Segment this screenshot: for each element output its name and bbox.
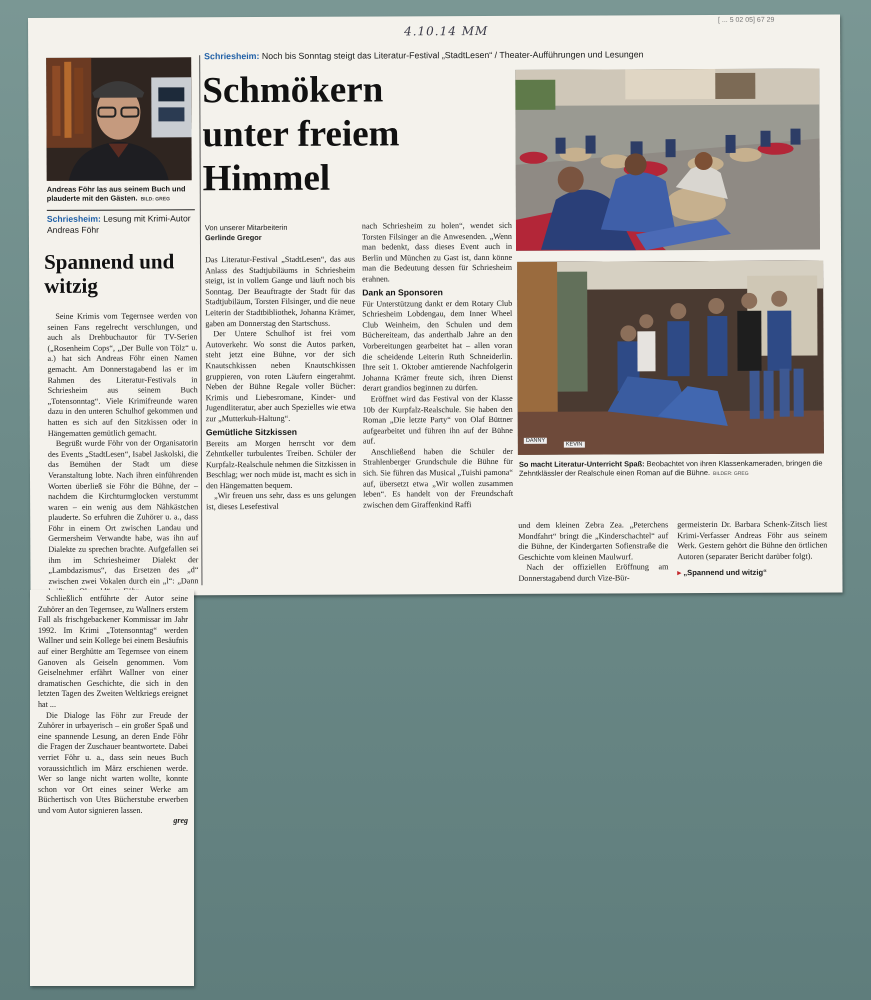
sidebar-paragraph: Die Dialoge las Föhr zur Freude der Zuhörer in urbayerisch – ein großer Spaß und eine spannende Lesung, an deren Ende Föhr die Fragen der Zuschauer beantwortete. Dabei verriet Föhr u. a., dass sein neues Buch voraussichtlich im März erschienen werde. Wer so lange nicht warten wollte, konnte schon vor Ort eines seiner Werke am Büchertisch von Utes Bücherstube erwerben und vom Autor signieren lassen.: [38, 710, 188, 815]
stage-photo-credit: BILDER: GREG: [713, 471, 749, 478]
stage-photo-caption: [519, 459, 825, 481]
main-column-3: [362, 221, 513, 511]
sidebar-kicker-place: Schriesheim:: [46, 213, 101, 224]
sidebar-body-bottom: [38, 594, 188, 827]
stage-photo: [517, 261, 824, 455]
audience-image: [515, 69, 820, 251]
sidebar-headline: Spannend und witzig: [44, 249, 175, 298]
main-paragraph: Anschließend haben die Schüler der Strahlenberger Grundschule die Bühne für sich. Sie führen das Musical „Tuishi pamona“ auf, übersetzt etwa „Wir wollen zusammen leben“. Es handelt von der Freundschaft zwischen dem Giraffenkind Raffi: [362, 446, 514, 510]
main-paragraph: Das Literatur-Festival „StadtLesen“, das aus Anlass des Stadtjubiläums in Schriesheim steigt, ist in vollem Gange und läuft noch bis Sonntag. Der Beauftragte der Stadt für das Stadtjubiläum, Torsten Filsinger, und die neue Leiterin der Stadtbibliothek, Johanna Krämer, gaben am Donnerstag den Startschuss.: [205, 254, 356, 328]
main-column-5: [677, 520, 827, 580]
byline-name: Gerlinde Gregor: [204, 232, 262, 242]
sidebar-body-top: [47, 311, 198, 598]
portrait-caption-text: Andreas Föhr las aus seinem Buch und plauderte mit den Gästen.: [46, 184, 186, 204]
handwritten-date-note: 4.10.14 MM: [404, 23, 489, 39]
sidebar-signature: greg: [173, 816, 188, 826]
main-paragraph: und dem kleinen Zebra Zea. „Peterchens Mondfahrt“ bringt die „Kinderschachtel“ auf die Bühne, der Kindergarten Sofienstraße die Geschichte vom kleinen Maulwurf.: [518, 520, 669, 562]
stage-image: [517, 261, 824, 455]
sidebar-paragraph: Schließlich entführte der Autor seine Zuhörer an den Tegernsee, zu Wallners erstem Fall als frischgebackener Kommissar im Jahr 1992. Im Krimi „Totensonntag“ werden Wallner und sein Kollege bei einem Besäufnis auf einer Berghütte am Tegernsee von einem Ganoven als Geiseln genommen. Vom Geiselnehmer erfährt Wallner von einer dramatischen Geschichte, die sich in den letzten Tagen des Zweiten Weltkriegs ereignet hat ...: [38, 594, 188, 709]
main-paragraph: Bereits am Morgen herrscht vor dem Zehntkeller turbulentes Treiben. Schüler der Kurpfalz-Realschule nehmen die Sitzkissen in Beschlag; wer noch müde ist, macht es sich in den Hängematten bequem.: [205, 438, 357, 491]
headline-line: unter freiem: [202, 113, 400, 156]
author-portrait-image: [46, 57, 192, 181]
main-paragraph: „Wir freuen uns sehr, dass es uns gelungen ist, dieses Lesefestival: [206, 491, 357, 512]
newspaper-clipping-top: [28, 14, 843, 596]
stage-caption-text: Beobachtet von ihren Klassenkameraden, bringen die Zehntklässler der Realschule einen Roman auf die Bühne.: [518, 458, 823, 479]
sidebar-paragraph: Seine Krimis vom Tegernsee werden von seinen Fans regelrecht verschlungen, und auch als Drehbuchautor für TV-Serien („Rosenheim Cops“, „Der Bulle von Tölz“ u. a.) hat sich Andreas Föhr einen Namen gemacht. Am Donnerstagabend las er im Rahmen des Literatur-Festivals in Schriesheim aus seinem Buch „Totensonntag“. Viele Krimifreunde waren dazu in den unteren Schulhof gekommen und hatten es sich auf den Sitzkissen oder in Hängematten gemütlich gemacht.: [47, 311, 198, 438]
clipped-header-text: [ ... 5 02 05] 67 29: [718, 16, 775, 24]
main-headline: [202, 68, 503, 201]
headline-line: Schmökern: [202, 69, 384, 112]
byline: [205, 223, 355, 243]
cross-reference-text: „Spannend und witzig“: [683, 568, 767, 578]
stage-sign-2: KEVIN: [565, 441, 583, 448]
main-paragraph: Eröffnet wird das Festival von der Klasse 10b der Kurpfalz-Realschule. Sie haben den Roman „Die letzte Party“ von Olaf Büttner aufgearbeitet und führen ihn auf der Bühne auf.: [362, 393, 513, 446]
main-paragraph: Der Untere Schulhof ist frei vom Autoverkehr. Wo sonst die Autos parken, steht jetzt eine Bühne, vor der sich Knautschkissen neben Knautschkissen gruppieren, von roten Läufern eingerahmt. Neben der Bühne Regale voller Bücher: Krimis und Liebesromane, Kinder- und Jugendliteratur, aber auch Spezielles wie etwa zur „Mutterkuh-Haltung“.: [205, 328, 356, 424]
main-paragraph: Nach der offiziellen Eröffnung am Donnerstagabend durch Vize-Bür-: [518, 562, 669, 583]
subhead-cushions: Gemütliche Sitzkissen: [205, 426, 298, 437]
sidebar-kicker: [47, 213, 197, 236]
main-paragraph: Für Unterstützung dankt er dem Rotary Club Schriesheim Lobdengau, dem Inner Wheel Club Weinheim, den Schulen und dem Büchereiteam, das anderthalb Jahre an den Vorbereitungen gearbeitet hat – allen voran die scheidende Leiterin Ruth Schneiderlin. Ihre seit 1. Oktober amtierende Nachfolgerin Johanna Krämer freute sich, ihren Dienst derart grandios beginnen zu dürfen.: [362, 298, 513, 393]
arrow-icon: ▸: [677, 568, 682, 578]
stage-caption-lead: So macht Literatur-Unterricht Spaß:: [518, 459, 645, 469]
author-portrait-photo: [46, 57, 192, 181]
headline-line: Himmel: [202, 157, 331, 200]
main-paragraph: nach Schriesheim zu holen“, wendet sich Torsten Filsinger an die Anwesenden. „Wenn man bedenkt, dass dieses Event auch in Berlin und München zu Gast ist, dann könne man die Bedeutung dessen für Schriesheim erahnen.: [361, 220, 513, 284]
main-column-4: [518, 520, 668, 584]
main-paragraph: germeisterin Dr. Barbara Schenk-Zitsch liest Krimi-Verfasser Andreas Föhr aus seinem Werk. Gestern gehört die Bühne den örtlichen Autoren (separater Bericht darüber folgt).: [677, 519, 828, 561]
audience-photo: [515, 69, 820, 251]
divider: [47, 209, 195, 211]
newspaper-clipping-continuation: [30, 590, 194, 986]
stage-sign-1: DANNY: [525, 437, 546, 444]
main-kicker-text: Noch bis Sonntag steigt das Literatur-Festival „StadtLesen“ / Theater-Aufführungen und Lesungen: [261, 49, 644, 61]
byline-intro: Von unserer Mitarbeiterin: [204, 222, 288, 233]
portrait-caption: [47, 184, 197, 205]
main-column-2: [205, 255, 356, 513]
main-kicker: [204, 49, 814, 63]
sidebar-kicker-text: Lesung mit Krimi-Autor Andreas Föhr: [46, 213, 191, 235]
subhead-sponsors: Dank an Sponsoren: [362, 286, 443, 298]
main-kicker-place: Schriesheim:: [204, 50, 260, 62]
sidebar-paragraph: Begrüßt wurde Föhr von der Organisatorin des Events „StadtLesen“, Isabel Jaskolski, die das Bemühen der Stadt um diese Veranstaltung lobte. Nach ihren einführenden Worten überließ sie Föhr die Bühne, der – nachdem die Kirchturmglocken verstummt waren – ein wenig aus dem Nähkästchen plauderte. So erfuhren die Zuhörer u. a., dass Föhr in einem Ort zwischen Landau und Germersheim Verwandte habe, was ihn auf Dialekte zu sprechen brachte. Aufgefallen sei ihm im Schriesheimer Dialekt der „Lambdazismus“, das Ersetzen des „d“ zwischen zwei Vokalen durch ein „l“: „Dann: [47, 438, 199, 586]
portrait-credit: BILD: GREG: [140, 196, 171, 203]
cross-reference: [677, 568, 827, 579]
